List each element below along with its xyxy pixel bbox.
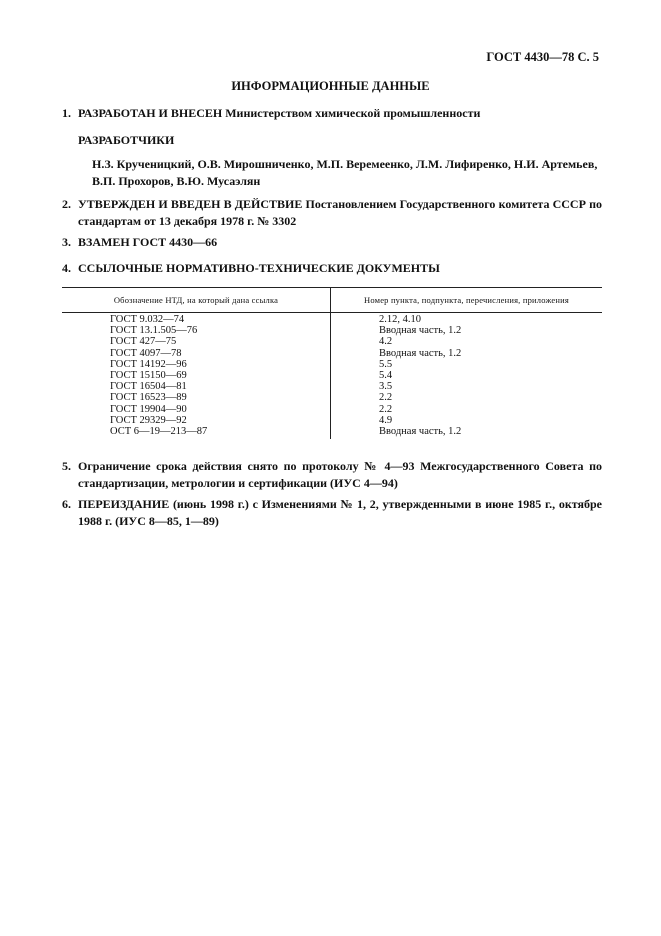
table-cell-designation: ГОСТ 19904—90 [110,403,187,415]
section-6-number: 6. [62,497,71,511]
section-6 [62,496,602,530]
section-4-number: 4. [62,261,71,275]
table-cell-clause: 5.4 [379,369,393,381]
table-cell-clause: 4.9 [379,414,393,426]
table-cell-clause: 2.2 [379,392,393,404]
table-cell-clause: 2.12, 4.10 [379,314,421,325]
table-body [62,313,602,439]
section-3-number: 3. [62,235,71,249]
section-1-number: 1. [62,106,71,120]
section-2 [62,196,602,230]
document-title: ИНФОРМАЦИОННЫЕ ДАННЫЕ [231,79,430,93]
table-cell-designation: ГОСТ 9.032—74 [110,314,185,325]
table-cell-designation: ГОСТ 13.1.505—76 [110,325,198,337]
table-cell-designation: ГОСТ 16523—89 [110,392,187,404]
table-column-clause [331,313,602,439]
section-6-text: ПЕРЕИЗДАНИЕ (июнь 1998 г.) с Изменениями № 1, 2, утвержденными в июне 1985 г., октябре 1988 г. (ИУС 8—85, 1—89) [78,497,602,528]
section-4 [62,260,602,277]
table-header-designation: Обозначение НТД, на который дана ссылка [62,288,331,312]
table-cell-designation: ГОСТ 427—75 [110,336,177,348]
table-column-designation [62,313,331,439]
table-header-clause: Номер пункта, подпункта, перечисления, приложения [363,295,569,305]
table-cell-designation: ГОСТ 15150—69 [110,369,187,381]
page-header: ГОСТ 4430—78 С. 5 [486,50,599,64]
reference-documents-table [62,287,602,439]
developers-label: РАЗРАБОТЧИКИ [78,133,175,147]
table-cell-clause: Вводная часть, 1.2 [379,347,462,359]
table-cell-designation: ОСТ 6—19—213—87 [110,425,208,437]
section-4-text: ССЫЛОЧНЫЕ НОРМАТИВНО-ТЕХНИЧЕСКИЕ ДОКУМЕНТЫ [78,261,440,275]
section-2-text: УТВЕРЖДЕН И ВВЕДЕН В ДЕЙСТВИЕ Постановлением Государственного комитета СССР по стандартам от 13 декабря 1978 г. № 3302 [78,197,602,228]
table-cell-clause: 4.2 [379,336,393,348]
table-cell-clause: 5.5 [379,358,393,370]
section-5 [62,458,602,492]
section-3 [62,234,602,251]
section-5-number: 5. [62,459,71,473]
table-cell-designation: ГОСТ 16504—81 [110,381,187,393]
table-cell-clause: 3.5 [379,381,393,393]
table-cell-clause: 2.2 [379,403,393,415]
developers-line-2: В.П. Прохоров, В.Ю. Мусаэлян [92,174,261,188]
table-cell-designation: ГОСТ 29329—92 [110,414,187,426]
table-header [62,287,602,313]
developers-line-1: Н.З. Крученицкий, О.В. Мирошниченко, М.П. Веремеенко, Л.М. Лифиренко, Н.И. Артемьев, [92,157,598,171]
developers-list [92,156,602,190]
table-cell-designation: ГОСТ 14192—96 [110,358,187,370]
table-cell-clause: Вводная часть, 1.2 [379,325,462,337]
table-cell-designation: ГОСТ 4097—78 [110,347,182,359]
section-1 [62,105,602,122]
section-2-number: 2. [62,197,71,211]
section-3-text: ВЗАМЕН ГОСТ 4430—66 [78,235,218,249]
section-1-text: РАЗРАБОТАН И ВНЕСЕН Министерством химической промышленности [78,106,481,120]
table-cell-clause: Вводная часть, 1.2 [379,425,462,437]
section-5-text: Ограничение срока действия снято по протоколу № 4—93 Межгосударственного Совета по стандартизации, метрологии и сертификации (ИУС 4—94) [78,459,602,490]
